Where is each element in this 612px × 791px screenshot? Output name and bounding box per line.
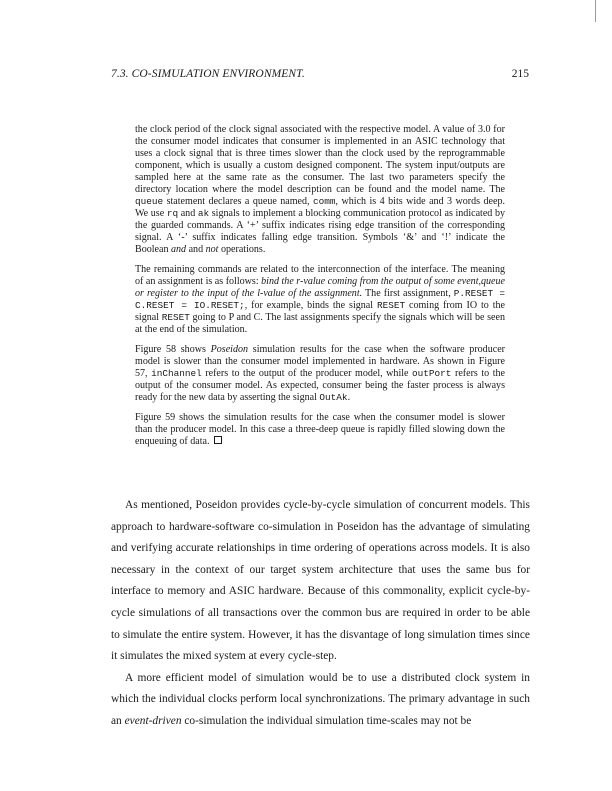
paragraph-figure-59: Figure 59 shows the simulation results for the case when the consumer model is slower than the producer model. In this case a three-deep queue is rapidly filled slowing down the enqueuing of data. [135, 412, 505, 447]
code-queue: queue [135, 196, 164, 207]
end-of-example-box-icon [214, 436, 222, 444]
code-ak: ak [197, 208, 210, 219]
assignment-definition: bind the r-value coming from the output of some event,queue or register to the input of the l-value of the assignment. [135, 276, 505, 299]
code-rq: rq [166, 208, 179, 219]
paragraph-cycle-by-cycle: As mentioned, Poseidon provides cycle-by-cycle simulation of concurrent models. This approach to hardware-software co-simulation in Poseidon has the advantage of simulating and verifying accurate relationships in time ordering of operations across models. It is also necessary in the context of our target system architecture that uses the same bus for interface to memory and ASIC hardware. Because of this commonality, explicit cycle-by-cycle simulations of all transactions over the common bus are required in order to be able to simulate the entire system. However, it has the disvantage of long simulation times since it simulates the mixed system at every cycle-step. [111, 499, 530, 663]
paragraph-interconnection: The remaining commands are related to the interconnection of the interface. The meaning of an assignment is as follows: bind the r-value coming from the output of some event,queue or register to the input of the l-value of the assignment. The first assignment, P.RESET = C.RESET = IO.RESET;, for example, binds the signal RESET coming from IO to the signal RESET going to P and C. The last assignments specify the signals which will be seen at the end of the simulation. [135, 264, 505, 335]
code-reset-assignment: P.RESET = C.RESET = IO.RESET; [135, 288, 505, 311]
code-comm: comm [313, 196, 336, 207]
code-reset: RESET [161, 312, 190, 323]
paragraph-event-driven: A more efficient model of simulation would be to use a distributed clock system in which the individual clocks perform local synchronizations. The primary advantage in such an event-driven co-simulation the individual simulation time-scales may not be [111, 671, 530, 727]
section-title: 7.3. CO-SIMULATION ENVIRONMENT. [111, 68, 305, 80]
code-inchannel: inChannel [151, 368, 202, 379]
paragraph-figure-58: Figure 58 shows Poseidon simulation results for the case when the software producer model is slower than the consumer model implemented in hardware. As shown in Figure 57, inChannel refers to the output of the producer model, while outPort refers to the output of the consumer model. As expected, consumer being the faster process is always ready for the new data by asserting the signal OutAk. [135, 344, 506, 403]
code-outport: outPort [412, 368, 452, 379]
indented-explanation-block [135, 124, 505, 456]
running-header [111, 68, 529, 80]
paragraph-clock-parameters: the clock period of the clock signal associated with the respective model. A value of 3.0 for the consumer model indicates that consumer is implemented in an ASIC technology that uses a clock signal that is three times slower than the clock used by the reprogrammable component, which is usually a custom designed component. The system input/outputs are sampled here at the same rate as the consumer. The last two parameters specify the directory location where the model description can be found and the model name. The queue statement declares a queue named, comm, which is 4 bits wide and 3 words deep. We use rq and ak signals to implement a blocking communication protocol as indicated by the guarded commands. A ‘+’ suffix indicates rising edge transition of the corresponding signal. A ‘-’ suffix indicates falling edge transition. Symbols ‘&’ and ‘!’ indicate the Boolean and and not operations. [135, 124, 506, 255]
page-edge-line [595, 0, 596, 22]
page-number: 215 [511, 68, 529, 80]
code-outak: OutAk [319, 392, 348, 403]
main-body-text [111, 495, 530, 733]
code-reset: RESET [376, 300, 406, 311]
